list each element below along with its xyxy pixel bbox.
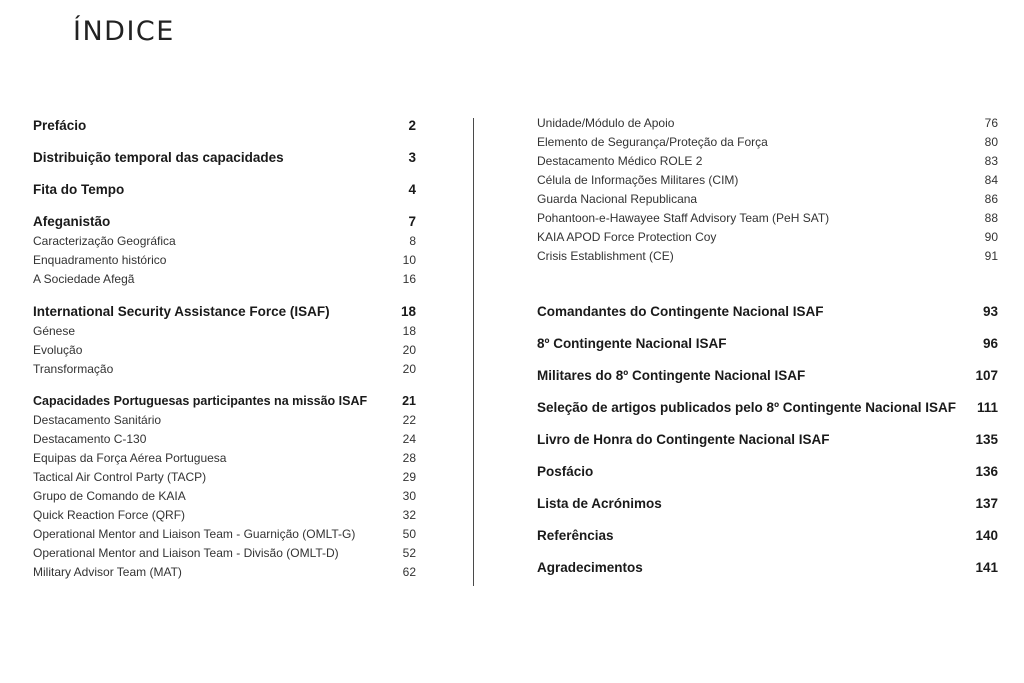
toc-entry-label: Referências: [537, 528, 614, 543]
toc-entry-page: 137: [975, 496, 998, 511]
column-divider: [473, 118, 474, 586]
toc-entry[interactable]: [33, 546, 416, 560]
toc-entry-page: 22: [402, 413, 416, 427]
toc-entry-label: Operational Mentor and Liaison Team - Divisão (OMLT-D): [33, 546, 339, 560]
toc-entry[interactable]: [537, 560, 998, 575]
toc-entry-label: Fita do Tempo: [33, 182, 125, 197]
toc-entry[interactable]: [33, 432, 416, 446]
toc-entry-label: KAIA APOD Force Protection Coy: [537, 230, 717, 244]
toc-entry[interactable]: [33, 489, 416, 503]
toc-entry[interactable]: [537, 304, 998, 319]
toc-entry-page: 62: [402, 565, 416, 579]
toc-entry-page: 91: [984, 249, 998, 263]
toc-entry[interactable]: [537, 368, 998, 383]
toc-entry[interactable]: [33, 324, 416, 338]
toc-entry-page: 28: [402, 451, 416, 465]
toc-entry-page: 86: [984, 192, 998, 206]
toc-entry-label: Comandantes do Contingente Nacional ISAF: [537, 304, 824, 319]
toc-entry[interactable]: [537, 400, 998, 415]
page-title: ÍNDICE: [73, 16, 175, 47]
toc-entry[interactable]: [537, 154, 998, 168]
toc-entry-label: Caracterização Geográfica: [33, 234, 176, 248]
toc-entry-page: 2: [408, 118, 416, 133]
toc-entry-label: Military Advisor Team (MAT): [33, 565, 182, 579]
toc-entry-page: 10: [402, 253, 416, 267]
toc-entry[interactable]: [537, 211, 998, 225]
toc-entry-label: Enquadramento histórico: [33, 253, 167, 267]
toc-entry-page: 93: [982, 304, 998, 319]
toc-entry-label: International Security Assistance Force (ISAF): [33, 304, 330, 319]
toc-entry[interactable]: [33, 234, 416, 248]
toc-entry-label: Distribuição temporal das capacidades: [33, 150, 284, 165]
toc-entry[interactable]: [537, 230, 998, 244]
toc-entry-page: 29: [402, 470, 416, 484]
toc-entry-label: Pohantoon-e-Hawayee Staff Advisory Team (PeH SAT): [537, 211, 830, 225]
toc-entry[interactable]: [537, 116, 998, 130]
toc-entry[interactable]: [33, 565, 416, 579]
toc-entry[interactable]: [33, 527, 416, 541]
toc-entry-page: 88: [984, 211, 998, 225]
toc-entry-label: A Sociedade Afegã: [33, 272, 135, 286]
toc-entry-label: Destacamento C-130: [33, 432, 147, 446]
toc-entry[interactable]: [33, 413, 416, 427]
toc-entry-label: Evolução: [33, 343, 83, 357]
toc-entry-label: Tactical Air Control Party (TACP): [33, 470, 207, 484]
toc-entry-label: Lista de Acrónimos: [537, 496, 662, 511]
toc-entry-page: 50: [402, 527, 416, 541]
toc-entry[interactable]: [537, 192, 998, 206]
toc-entry-page: 52: [402, 546, 416, 560]
toc-entry-label: Prefácio: [33, 118, 87, 133]
toc-entry[interactable]: [537, 173, 998, 187]
toc-entry-label: Capacidades Portuguesas participantes na missão ISAF: [33, 394, 368, 408]
toc-entry[interactable]: [33, 394, 416, 408]
toc-entry-page: 4: [408, 182, 416, 197]
toc-entry-label: 8º Contingente Nacional ISAF: [537, 336, 727, 351]
toc-entry-page: 18: [402, 324, 416, 338]
toc-entry[interactable]: [537, 135, 998, 149]
toc-entry[interactable]: [33, 214, 416, 229]
toc-entry[interactable]: [33, 182, 416, 197]
toc-entry[interactable]: [33, 150, 416, 165]
toc-entry[interactable]: [33, 451, 416, 465]
toc-entry-label: Crisis Establishment (CE): [537, 249, 674, 263]
toc-entry-page: 76: [984, 116, 998, 130]
toc-entry-label: Equipas da Força Aérea Portuguesa: [33, 451, 227, 465]
toc-entry[interactable]: [537, 496, 998, 511]
toc-entry-label: Unidade/Módulo de Apoio: [537, 116, 675, 130]
toc-entry-label: Destacamento Sanitário: [33, 413, 162, 427]
toc-entry-page: 107: [975, 368, 998, 383]
toc-entry-label: Operational Mentor and Liaison Team - Guarnição (OMLT-G): [33, 527, 356, 541]
toc-entry[interactable]: [33, 362, 416, 376]
toc-entry-page: 16: [402, 272, 416, 286]
toc-entry-page: 141: [975, 560, 998, 575]
toc-entry-label: Militares do 8º Contingente Nacional ISAF: [537, 368, 806, 383]
toc-entry-page: 18: [400, 304, 416, 319]
toc-entry[interactable]: [537, 336, 998, 351]
toc-entry-page: 3: [408, 150, 416, 165]
toc-entry-page: 90: [984, 230, 998, 244]
toc-entry-page: 83: [984, 154, 998, 168]
toc-entry[interactable]: [33, 253, 416, 267]
toc-entry[interactable]: [33, 304, 416, 319]
toc-entry-label: Elemento de Segurança/Proteção da Força: [537, 135, 768, 149]
toc-entry[interactable]: [33, 508, 416, 522]
toc-entry-page: 7: [408, 214, 416, 229]
toc-entry-page: 140: [975, 528, 998, 543]
toc-entry-label: Guarda Nacional Republicana: [537, 192, 698, 206]
toc-entry-page: 32: [402, 508, 416, 522]
toc-entry-label: Grupo de Comando de KAIA: [33, 489, 186, 503]
toc-entry[interactable]: [33, 272, 416, 286]
toc-entry-label: Destacamento Médico ROLE 2: [537, 154, 703, 168]
toc-entry[interactable]: [537, 432, 998, 447]
toc-entry[interactable]: [33, 343, 416, 357]
toc-entry-label: Célula de Informações Militares (CIM): [537, 173, 739, 187]
toc-entry-label: Transformação: [33, 362, 114, 376]
toc-entry-page: 8: [409, 234, 416, 248]
toc-entry-page: 111: [976, 400, 998, 415]
toc-entry-page: 24: [402, 432, 416, 446]
toc-entry[interactable]: [537, 528, 998, 543]
toc-entry-page: 84: [984, 173, 998, 187]
toc-entry[interactable]: [33, 470, 416, 484]
toc-entry-page: 136: [975, 464, 998, 479]
toc-entry-label: Génese: [33, 324, 76, 338]
toc-entry-page: 20: [402, 362, 416, 376]
toc-entry-label: Agradecimentos: [537, 560, 643, 575]
toc-entry-page: 80: [984, 135, 998, 149]
toc-entry-page: 20: [402, 343, 416, 357]
toc-entry-page: 21: [402, 394, 416, 408]
toc-entry[interactable]: [537, 464, 998, 479]
toc-entry[interactable]: [537, 249, 998, 263]
toc-entry-label: Posfácio: [537, 464, 594, 479]
toc-entry[interactable]: [33, 118, 416, 133]
toc-entry-label: Quick Reaction Force (QRF): [33, 508, 186, 522]
toc-entry-label: Livro de Honra do Contingente Nacional ISAF: [537, 432, 830, 447]
toc-entry-page: 30: [402, 489, 416, 503]
toc-entry-page: 135: [975, 432, 998, 447]
toc-entry-label: Afeganistão: [33, 214, 111, 229]
toc-entry-page: 96: [982, 336, 998, 351]
toc-entry-label: Seleção de artigos publicados pelo 8º Contingente Nacional ISAF: [537, 400, 957, 415]
